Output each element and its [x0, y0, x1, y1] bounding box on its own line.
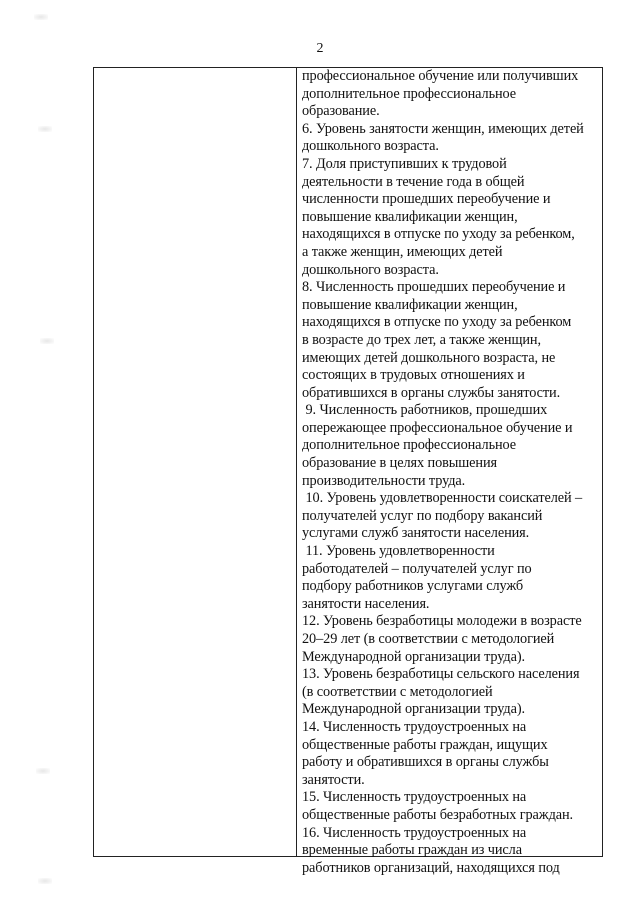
cell-text-line: 12. Уровень безработицы молодежи в возрасте — [302, 613, 582, 630]
cell-text-line: временные работы граждан из числа — [302, 842, 522, 859]
cell-text-line: в возрасте до трех лет, а также женщин, — [302, 331, 541, 348]
cell-text-line: подбору работников услугами служб — [302, 578, 524, 595]
cell-text-line: имеющих детей дошкольного возраста, не — [302, 349, 556, 366]
cell-text-line: состоящих в трудовых отношениях и — [302, 367, 525, 384]
page-number: 2 — [316, 41, 324, 56]
cell-text-line: услугами служб занятости населения. — [302, 525, 530, 542]
cell-text-line: Международной организации труда). — [302, 648, 525, 665]
document-table — [93, 67, 603, 876]
cell-text-line: работу и обратившихся в органы службы — [302, 754, 549, 771]
cell-text-line: дополнительное профессиональное — [302, 437, 517, 454]
cell-text-line: 7. Доля приступивших к трудовой — [302, 155, 507, 172]
cell-text-line: дошкольного возраста. — [302, 261, 439, 278]
cell-text-line: производительности труда. — [302, 472, 466, 489]
cell-text-line: занятости. — [302, 771, 365, 788]
cell-text-line: находящихся в отпуске по уходу за ребенком, — [302, 226, 575, 243]
scan-artifact — [40, 338, 54, 344]
cell-text-line: (в соответствии с методологией — [302, 683, 493, 700]
cell-text-line: 10. Уровень удовлетворенности соискателей – — [302, 490, 583, 507]
cell-text-line: обратившихся в органы службы занятости. — [302, 384, 561, 401]
cell-text-line: повышение квалификации женщин, — [302, 296, 518, 313]
cell-text-line: дошкольного возраста. — [302, 138, 439, 155]
cell-text-line: 8. Численность прошедших переобучение и — [302, 279, 566, 296]
cell-text-line: занятости населения. — [302, 595, 430, 612]
cell-text-line: находящихся в отпуске по уходу за ребенком — [302, 314, 572, 331]
cell-text-line: получателей услуг по подбору вакансий — [302, 507, 543, 524]
table-right-cell — [297, 68, 602, 876]
cell-text-line: профессиональное обучение или получивших — [302, 68, 579, 84]
cell-text-line: общественные работы граждан, ищущих — [302, 736, 548, 753]
cell-text-line: образование. — [302, 103, 380, 120]
cell-text-line: работодателей – получателей услуг по — [302, 560, 532, 577]
cell-text-line: 11. Уровень удовлетворенности — [302, 543, 495, 560]
cell-text-line: а также женщин, имеющих детей — [302, 243, 503, 260]
cell-text-line: дополнительное профессиональное — [302, 85, 517, 102]
cell-text-line: общественные работы безработных граждан. — [302, 806, 574, 823]
cell-text-line: деятельности в течение года в общей — [302, 173, 525, 190]
cell-text-line: 15. Численность трудоустроенных на — [302, 789, 527, 806]
table-left-cell — [94, 68, 297, 856]
cell-text-line: повышение квалификации женщин, — [302, 208, 518, 225]
scan-artifact — [38, 126, 52, 132]
cell-text-line: численности прошедших переобучение и — [302, 191, 551, 208]
scan-artifact — [36, 768, 50, 774]
scan-artifact — [38, 878, 52, 884]
cell-text-line: 13. Уровень безработицы сельского населения — [302, 666, 580, 683]
scan-artifact — [34, 14, 48, 20]
cell-text-line: 6. Уровень занятости женщин, имеющих детей — [302, 120, 584, 137]
cell-text-line: 9. Численность работников, прошедших — [302, 402, 548, 419]
cell-text-line: работников организаций, находящихся под — [302, 859, 560, 876]
cell-text-line: Международной организации труда). — [302, 701, 525, 718]
cell-text-line: образование в целях повышения — [302, 455, 498, 472]
cell-text-line: 14. Численность трудоустроенных на — [302, 718, 527, 735]
cell-text-line: 20–29 лет (в соответствии с методологией — [302, 631, 555, 647]
cell-text-line: 16. Численность трудоустроенных на — [302, 824, 527, 841]
cell-text-line: опережающее профессиональное обучение и — [302, 419, 573, 436]
